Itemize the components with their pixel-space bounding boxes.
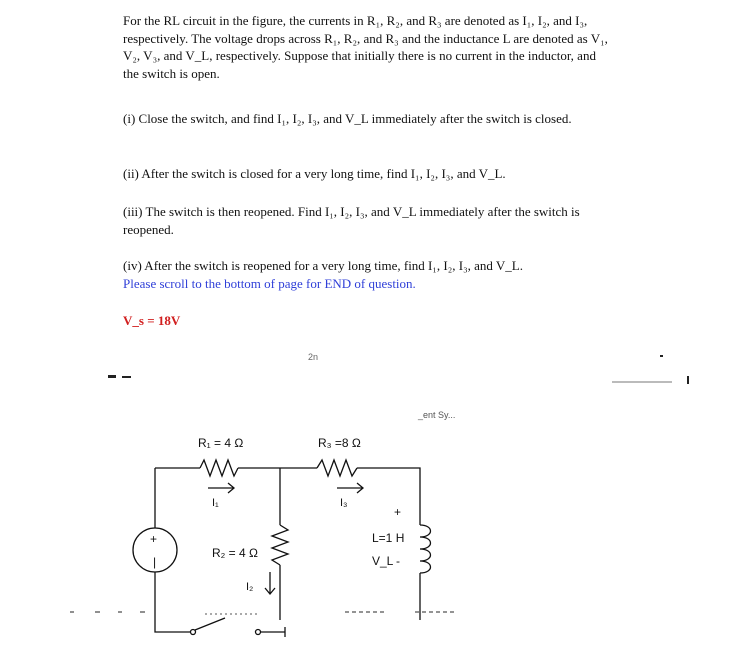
inductor-l xyxy=(420,525,431,573)
question-part-2: (ii) After the switch is closed for a very long time, find I₁, I₂, I₃, and V_L. xyxy=(123,166,506,181)
label-r2: R₂ = 4 Ω xyxy=(212,546,258,560)
label-i1: I₁ xyxy=(212,497,219,509)
switch-contact-left xyxy=(191,630,196,635)
scroll-note: Please scroll to the bottom of page for END of question. xyxy=(123,276,416,291)
scan-fragment-text: 2n xyxy=(308,352,319,362)
inductor-minus-sign: - xyxy=(396,554,400,568)
resistor-r2 xyxy=(272,525,288,565)
question-part-3: (iii) The switch is then reopened. Find I₁, I₂, I₃, and V_L immediately after the switch is reopened. xyxy=(123,204,580,237)
switch-contact-right xyxy=(256,630,261,635)
label-r3: R₃ =8 Ω xyxy=(318,436,361,450)
label-r1: R₁ = 4 Ω xyxy=(198,436,244,450)
scan-fragment-text: _ent Sy... xyxy=(418,410,456,420)
question-part-4: (iv) After the switch is reopened for a very long time, find I₁, I₂, I₃, and V_L. xyxy=(123,258,523,273)
wire-top-right xyxy=(357,468,420,525)
resistor-r1 xyxy=(200,460,238,476)
label-i3: I₃ xyxy=(340,497,348,509)
label-inductance: L=1 H xyxy=(372,531,405,545)
source-minus-sign: | xyxy=(153,555,157,569)
wire-left-bottom xyxy=(155,572,190,632)
switch-blade[interactable] xyxy=(195,618,225,630)
source-plus-sign: + xyxy=(150,532,158,546)
question-part-1: (i) Close the switch, and find I₁, I₂, I₃, and V_L immediately after the switch is closed. xyxy=(123,111,572,126)
label-vl: V_L xyxy=(372,554,394,568)
question-intro: For the RL circuit in the figure, the currents in R₁, R₂, and R₃ are denoted as I₁, I₂, and I₃, respectively. The voltage drops across R₁, R₂, and R₃ and the inductance L are denoted as V₁, V₂, V₃, and V_L, respectively. Suppose that initially there is no current in the inductor, and the switch is open. xyxy=(123,13,608,81)
label-i2: I₂ xyxy=(246,581,254,593)
inductor-plus-sign: + xyxy=(394,505,402,519)
resistor-r3 xyxy=(317,460,357,476)
source-voltage-value: V_s = 18V xyxy=(123,313,181,328)
